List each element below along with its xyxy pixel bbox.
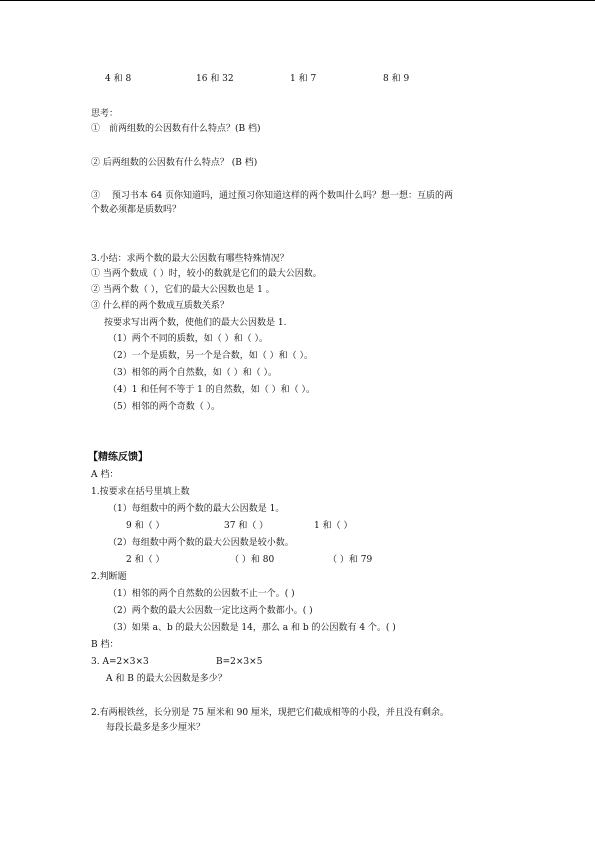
practice-heading: 【精练反馈】 bbox=[88, 452, 148, 463]
judge-item-1: （1）相邻的两个自然数的公因数不止一个。( ) bbox=[108, 589, 295, 599]
summary-title: 3.小结：求两个数的最大公因数有哪些特殊情况？ bbox=[91, 254, 289, 264]
problem-1-sub-2: （2）每组数中两个数的最大公因数是较小数。 bbox=[108, 538, 294, 548]
pair-4: 8 和 9 bbox=[383, 74, 410, 84]
problem-4-line1: 2.有两根铁丝，长分别是 75 厘米和 90 厘米，现把它们截成相等的小段，并且没有剩余。 bbox=[91, 708, 449, 718]
pair-1: 4 和 8 bbox=[105, 74, 132, 84]
pair-2: 16 和 32 bbox=[196, 74, 234, 84]
summary-item-2: ② 当两个数（ ），它们的最大公因数也是 1 。 bbox=[91, 285, 275, 295]
level-b-label: B 档： bbox=[91, 640, 119, 650]
problem-3-a: 3. A=2×3×3 bbox=[91, 657, 149, 667]
pair-3: 1 和 7 bbox=[290, 74, 317, 84]
problem-1-sub-2-blank-2: （ ）和 80 bbox=[230, 555, 275, 565]
judge-item-3: （3）如果 a、b 的最大公因数是 14，那么 a 和 b 的公因数有 4 个。( ) bbox=[108, 623, 396, 633]
problem-3-b: B=2×3×5 bbox=[216, 657, 263, 667]
summary-item-1: ① 当两个数成（ ）时，较小的数就是它们的最大公因数。 bbox=[91, 269, 322, 279]
problem-1-sub-1-blank-1: 9 和（ ） bbox=[126, 521, 165, 531]
problem-1-sub-2-blank-1: 2 和（ ） bbox=[126, 555, 165, 565]
problem-1-sub-2-blank-3: （ ）和 79 bbox=[328, 555, 373, 565]
problem-1-sub-1-blank-2: 37 和（ ） bbox=[224, 521, 269, 531]
problem-1-title: 1.按要求在括号里填上数 bbox=[91, 487, 190, 497]
problem-3-question: A 和 B 的最大公因数是多少？ bbox=[106, 674, 227, 684]
coprime-example-5: （5）相邻的两个奇数（ ）。 bbox=[108, 402, 221, 412]
problem-1-sub-1: （1）每组数中的两个数的最大公因数是 1。 bbox=[108, 504, 285, 514]
problem-1-sub-1-blank-3: 1 和（ ） bbox=[314, 521, 353, 531]
judge-item-2: （2）两个数的最大公因数一定比这两个数都小。( ) bbox=[108, 606, 313, 616]
coprime-example-4: （4）1 和任何不等于 1 的自然数，如（ ）和（ ）。 bbox=[108, 385, 315, 395]
think-question-3-line1: ③ 预习书本 64 页你知道吗，通过预习你知道这样的两个数叫什么吗？想一想：互质的两 bbox=[91, 191, 454, 201]
coprime-example-2: （2）一个是质数，另一个是合数，如（ ）和（ ）。 bbox=[108, 351, 313, 361]
header-rule bbox=[0, 0, 595, 1]
level-a-label: A 档： bbox=[91, 470, 119, 480]
problem-4-line2: 每段长最多是多少厘米？ bbox=[106, 723, 206, 733]
summary-item-3: ③ 什么样的两个数成互质数关系？ bbox=[91, 301, 229, 311]
summary-instruction: 按要求写出两个数，使他们的最大公因数是 1. bbox=[104, 318, 287, 328]
coprime-example-3: （3）相邻的两个自然数，如（ ）和（ ）。 bbox=[108, 368, 277, 378]
think-question-1: ① 前两组数的公因数有什么特点？(B 档) bbox=[91, 124, 261, 134]
think-question-3-line2: 个数必须都是质数吗？ bbox=[91, 205, 182, 215]
coprime-example-1: （1）两个不同的质数，如（ ）和（ ）。 bbox=[108, 334, 268, 344]
think-question-2: ② 后两组数的公因数有什么特点？ (B 档) bbox=[91, 158, 258, 168]
think-title: 思考： bbox=[91, 109, 119, 119]
problem-2-title: 2.判断题 bbox=[91, 572, 127, 582]
